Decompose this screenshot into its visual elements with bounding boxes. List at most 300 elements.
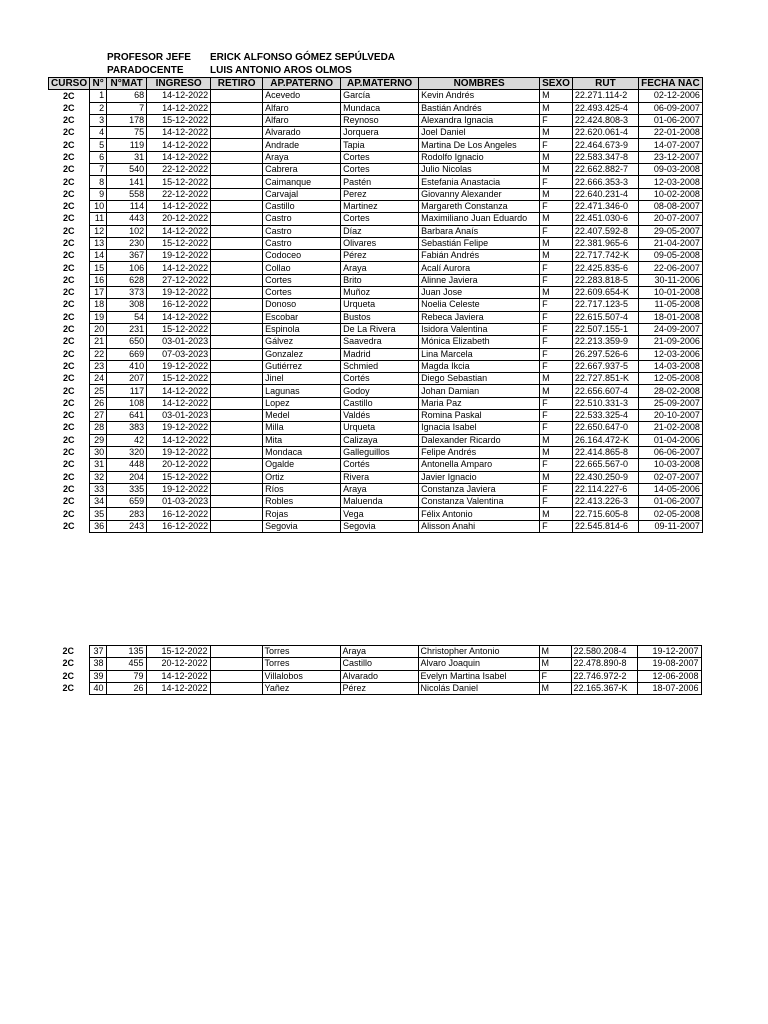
cell-ap-materno[interactable]: Madrid xyxy=(341,348,419,360)
cell-ingreso[interactable]: 19-12-2022 xyxy=(147,250,211,262)
cell-fecha-nac[interactable]: 11-05-2008 xyxy=(638,299,702,311)
cell-nmat[interactable]: 114 xyxy=(107,200,147,212)
cell-sexo[interactable]: M xyxy=(540,471,573,483)
cell-numero[interactable]: 7 xyxy=(90,164,107,176)
cell-retiro[interactable] xyxy=(211,176,263,188)
cell-curso[interactable]: 2C xyxy=(63,496,75,507)
cell-rut[interactable]: 22.471.346-0 xyxy=(572,200,638,212)
cell-fecha-nac[interactable]: 10-01-2008 xyxy=(638,287,702,299)
cell-rut[interactable]: 22.407.592-8 xyxy=(572,225,638,237)
cell-sexo[interactable]: F xyxy=(540,348,573,360)
col-header-rut[interactable]: RUT xyxy=(572,78,638,90)
cell-ap-materno[interactable]: Díaz xyxy=(341,225,419,237)
cell-ap-materno[interactable]: Mundaca xyxy=(341,102,419,114)
cell-sexo[interactable]: M xyxy=(540,151,573,163)
cell-rut[interactable]: 22.430.250-9 xyxy=(572,471,638,483)
cell-nmat[interactable]: 204 xyxy=(107,471,147,483)
col-header-numero[interactable]: N° xyxy=(90,78,107,90)
cell-nmat[interactable]: 373 xyxy=(107,287,147,299)
cell-retiro[interactable] xyxy=(211,102,263,114)
col-header-curso[interactable]: CURSO xyxy=(49,78,90,90)
cell-nmat[interactable]: 102 xyxy=(107,225,147,237)
cell-ap-paterno[interactable]: Gonzalez xyxy=(263,348,341,360)
cell-nombres[interactable]: Estefania Anastacia xyxy=(419,176,540,188)
cell-rut[interactable]: 22.413.226-3 xyxy=(572,496,638,508)
cell-ap-paterno[interactable]: Andrade xyxy=(263,139,341,151)
cell-sexo[interactable]: M xyxy=(540,102,573,114)
cell-ingreso[interactable]: 03-01-2023 xyxy=(147,336,211,348)
cell-retiro[interactable] xyxy=(211,188,263,200)
cell-ap-materno[interactable]: Perez xyxy=(341,188,419,200)
cell-ap-paterno[interactable]: Milla xyxy=(263,422,341,434)
cell-retiro[interactable] xyxy=(211,459,263,471)
cell-fecha-nac[interactable]: 18-01-2008 xyxy=(638,311,702,323)
cell-fecha-nac[interactable]: 01-06-2007 xyxy=(638,114,702,126)
cell-nombres[interactable]: Christopher Antonio xyxy=(418,646,539,658)
cell-sexo[interactable]: F xyxy=(540,311,573,323)
cell-retiro[interactable] xyxy=(211,274,263,286)
cell-rut[interactable]: 22.609.654-K xyxy=(572,287,638,299)
col-header-ap-materno[interactable]: AP.MATERNO xyxy=(341,78,419,90)
cell-nombres[interactable]: Magda Ikcia xyxy=(419,360,540,372)
cell-nmat[interactable]: 410 xyxy=(107,360,147,372)
cell-curso[interactable]: 2C xyxy=(63,459,75,470)
cell-ap-paterno[interactable]: Araya xyxy=(263,151,341,163)
cell-ap-paterno[interactable]: Castro xyxy=(263,213,341,225)
cell-nombres[interactable]: Julio Nicolas xyxy=(419,164,540,176)
cell-ap-paterno[interactable]: Collao xyxy=(263,262,341,274)
cell-retiro[interactable] xyxy=(211,336,263,348)
cell-nmat[interactable]: 650 xyxy=(107,336,147,348)
cell-fecha-nac[interactable]: 06-06-2007 xyxy=(638,446,702,458)
cell-nmat[interactable]: 119 xyxy=(107,139,147,151)
cell-numero[interactable]: 24 xyxy=(90,373,107,385)
cell-rut[interactable]: 22.665.567-0 xyxy=(572,459,638,471)
cell-rut[interactable]: 22.715.605-8 xyxy=(572,508,638,520)
cell-ingreso[interactable]: 20-12-2022 xyxy=(146,658,210,670)
cell-retiro[interactable] xyxy=(211,287,263,299)
cell-nombres[interactable]: Diego Sebastian xyxy=(419,373,540,385)
cell-ap-paterno[interactable]: Alfaro xyxy=(263,114,341,126)
cell-curso[interactable]: 2C xyxy=(62,670,74,681)
cell-fecha-nac[interactable]: 10-02-2008 xyxy=(638,188,702,200)
cell-nmat[interactable]: 448 xyxy=(107,459,147,471)
cell-nmat[interactable]: 455 xyxy=(106,658,146,670)
cell-ingreso[interactable]: 14-12-2022 xyxy=(147,385,211,397)
cell-rut[interactable]: 26.164.472-K xyxy=(572,434,638,446)
cell-retiro[interactable] xyxy=(210,658,262,670)
col-header-retiro[interactable]: RETIRO xyxy=(211,78,263,90)
cell-nombres[interactable]: Maria Paz xyxy=(419,397,540,409)
cell-rut[interactable]: 22.666.353-3 xyxy=(572,176,638,188)
cell-ap-materno[interactable]: Cortés xyxy=(341,373,419,385)
cell-ap-paterno[interactable]: Alvarado xyxy=(263,127,341,139)
cell-nombres[interactable]: Rebeca Javiera xyxy=(419,311,540,323)
cell-fecha-nac[interactable]: 19-08-2007 xyxy=(637,658,701,670)
cell-nmat[interactable]: 659 xyxy=(107,496,147,508)
cell-retiro[interactable] xyxy=(211,151,263,163)
cell-ap-paterno[interactable]: Donoso xyxy=(263,299,341,311)
cell-rut[interactable]: 22.414.865-8 xyxy=(572,446,638,458)
cell-ap-paterno[interactable]: Castro xyxy=(263,237,341,249)
cell-numero[interactable]: 32 xyxy=(90,471,107,483)
cell-sexo[interactable]: M xyxy=(540,188,573,200)
cell-numero[interactable]: 33 xyxy=(90,483,107,495)
cell-ap-materno[interactable]: Schmied xyxy=(341,360,419,372)
cell-rut[interactable]: 22.424.808-3 xyxy=(572,114,638,126)
cell-nmat[interactable]: 31 xyxy=(107,151,147,163)
cell-numero[interactable]: 26 xyxy=(90,397,107,409)
cell-rut[interactable]: 22.650.647-0 xyxy=(572,422,638,434)
cell-numero[interactable]: 3 xyxy=(90,114,107,126)
cell-ingreso[interactable]: 14-12-2022 xyxy=(147,90,211,102)
cell-numero[interactable]: 13 xyxy=(90,237,107,249)
cell-ingreso[interactable]: 16-12-2022 xyxy=(147,299,211,311)
cell-numero[interactable]: 36 xyxy=(90,520,107,532)
cell-ingreso[interactable]: 16-12-2022 xyxy=(147,508,211,520)
cell-nombres[interactable]: Giovanny Alexander xyxy=(419,188,540,200)
cell-ap-materno[interactable]: Araya xyxy=(341,483,419,495)
cell-sexo[interactable]: F xyxy=(540,520,573,532)
cell-rut[interactable]: 22.615.507-4 xyxy=(572,311,638,323)
cell-curso[interactable]: 2C xyxy=(63,508,75,519)
cell-sexo[interactable]: F xyxy=(540,323,573,335)
cell-numero[interactable]: 5 xyxy=(90,139,107,151)
cell-fecha-nac[interactable]: 21-09-2006 xyxy=(638,336,702,348)
cell-curso[interactable]: 2C xyxy=(63,373,75,384)
cell-ap-materno[interactable]: Pastén xyxy=(341,176,419,188)
cell-rut[interactable]: 22.545.814-6 xyxy=(572,520,638,532)
cell-nmat[interactable]: 230 xyxy=(107,237,147,249)
cell-nmat[interactable]: 367 xyxy=(107,250,147,262)
cell-nmat[interactable]: 641 xyxy=(107,410,147,422)
cell-retiro[interactable] xyxy=(211,385,263,397)
cell-ingreso[interactable]: 14-12-2022 xyxy=(146,670,210,682)
cell-sexo[interactable]: F xyxy=(540,459,573,471)
cell-rut[interactable]: 22.510.331-3 xyxy=(572,397,638,409)
cell-rut[interactable]: 22.656.607-4 xyxy=(572,385,638,397)
cell-curso[interactable]: 2C xyxy=(63,483,75,494)
cell-numero[interactable]: 27 xyxy=(90,410,107,422)
cell-curso[interactable]: 2C xyxy=(63,250,75,261)
cell-retiro[interactable] xyxy=(211,520,263,532)
cell-curso[interactable]: 2C xyxy=(63,213,75,224)
cell-numero[interactable]: 8 xyxy=(90,176,107,188)
col-header-ap-paterno[interactable]: AP.PATERNO xyxy=(263,78,341,90)
cell-curso[interactable]: 2C xyxy=(63,115,75,126)
cell-numero[interactable]: 1 xyxy=(90,90,107,102)
cell-curso[interactable]: 2C xyxy=(63,324,75,335)
cell-ap-paterno[interactable]: Mita xyxy=(263,434,341,446)
cell-fecha-nac[interactable]: 20-10-2007 xyxy=(638,410,702,422)
cell-curso[interactable]: 2C xyxy=(63,360,75,371)
cell-nmat[interactable]: 558 xyxy=(107,188,147,200)
cell-curso[interactable]: 2C xyxy=(63,201,75,212)
cell-fecha-nac[interactable]: 01-06-2007 xyxy=(638,496,702,508)
cell-ingreso[interactable]: 19-12-2022 xyxy=(147,287,211,299)
cell-ap-paterno[interactable]: Escobar xyxy=(263,311,341,323)
cell-retiro[interactable] xyxy=(211,127,263,139)
cell-rut[interactable]: 22.114.227-6 xyxy=(572,483,638,495)
cell-ap-paterno[interactable]: Acevedo xyxy=(263,90,341,102)
cell-sexo[interactable]: M xyxy=(540,434,573,446)
cell-numero[interactable]: 39 xyxy=(89,670,106,682)
cell-rut[interactable]: 22.464.673-9 xyxy=(572,139,638,151)
cell-ap-materno[interactable]: Valdés xyxy=(341,410,419,422)
cell-rut[interactable]: 22.580.208-4 xyxy=(571,646,637,658)
cell-rut[interactable]: 22.667.937-5 xyxy=(572,360,638,372)
cell-numero[interactable]: 34 xyxy=(90,496,107,508)
cell-numero[interactable]: 2 xyxy=(90,102,107,114)
cell-ap-paterno[interactable]: Cortes xyxy=(263,287,341,299)
cell-ap-paterno[interactable]: Cabrera xyxy=(263,164,341,176)
cell-sexo[interactable]: F xyxy=(540,139,573,151)
cell-ingreso[interactable]: 19-12-2022 xyxy=(147,422,211,434)
cell-nombres[interactable]: Alisson Anahi xyxy=(419,520,540,532)
cell-ap-paterno[interactable]: Rojas xyxy=(263,508,341,520)
cell-curso[interactable]: 2C xyxy=(63,90,75,101)
cell-nmat[interactable]: 79 xyxy=(106,670,146,682)
cell-fecha-nac[interactable]: 09-05-2008 xyxy=(638,250,702,262)
cell-ap-materno[interactable]: Cortés xyxy=(341,459,419,471)
cell-ap-materno[interactable]: Rivera xyxy=(341,471,419,483)
cell-retiro[interactable] xyxy=(211,434,263,446)
cell-sexo[interactable]: F xyxy=(540,299,573,311)
cell-fecha-nac[interactable]: 25-09-2007 xyxy=(638,397,702,409)
cell-fecha-nac[interactable]: 14-07-2007 xyxy=(638,139,702,151)
cell-fecha-nac[interactable]: 21-02-2008 xyxy=(638,422,702,434)
cell-fecha-nac[interactable]: 01-04-2006 xyxy=(638,434,702,446)
cell-ap-paterno[interactable]: Ogalde xyxy=(263,459,341,471)
cell-fecha-nac[interactable]: 22-06-2007 xyxy=(638,262,702,274)
cell-sexo[interactable]: M xyxy=(539,658,571,670)
cell-ingreso[interactable]: 14-12-2022 xyxy=(147,151,211,163)
cell-numero[interactable]: 11 xyxy=(90,213,107,225)
cell-nombres[interactable]: Romina Paskal xyxy=(419,410,540,422)
cell-sexo[interactable]: F xyxy=(540,225,573,237)
cell-curso[interactable]: 2C xyxy=(63,520,75,531)
cell-ap-paterno[interactable]: Gálvez xyxy=(263,336,341,348)
cell-ingreso[interactable]: 15-12-2022 xyxy=(147,114,211,126)
cell-rut[interactable]: 22.746.972-2 xyxy=(571,670,637,682)
cell-nmat[interactable]: 540 xyxy=(107,164,147,176)
cell-nombres[interactable]: Mónica Elizabeth xyxy=(419,336,540,348)
cell-sexo[interactable]: M xyxy=(540,508,573,520)
cell-ap-materno[interactable]: Cortes xyxy=(341,164,419,176)
cell-curso[interactable]: 2C xyxy=(63,127,75,138)
cell-nombres[interactable]: Maximiliano Juan Eduardo xyxy=(419,213,540,225)
cell-ap-materno[interactable]: Vega xyxy=(341,508,419,520)
cell-fecha-nac[interactable]: 18-07-2006 xyxy=(637,682,701,694)
cell-nombres[interactable]: Acalí Aurora xyxy=(419,262,540,274)
cell-ingreso[interactable]: 07-03-2023 xyxy=(147,348,211,360)
cell-sexo[interactable]: M xyxy=(539,646,571,658)
cell-retiro[interactable] xyxy=(210,682,262,694)
cell-curso[interactable]: 2C xyxy=(62,646,74,657)
cell-ingreso[interactable]: 15-12-2022 xyxy=(147,323,211,335)
col-header-nombres[interactable]: NOMBRES xyxy=(419,78,540,90)
cell-ingreso[interactable]: 14-12-2022 xyxy=(147,397,211,409)
cell-numero[interactable]: 15 xyxy=(90,262,107,274)
cell-numero[interactable]: 37 xyxy=(89,646,106,658)
cell-numero[interactable]: 18 xyxy=(90,299,107,311)
cell-retiro[interactable] xyxy=(211,508,263,520)
cell-ingreso[interactable]: 15-12-2022 xyxy=(147,176,211,188)
cell-ap-paterno[interactable]: Torres xyxy=(262,658,340,670)
cell-ingreso[interactable]: 19-12-2022 xyxy=(147,360,211,372)
cell-curso[interactable]: 2C xyxy=(63,348,75,359)
cell-nmat[interactable]: 669 xyxy=(107,348,147,360)
cell-fecha-nac[interactable]: 12-05-2008 xyxy=(638,373,702,385)
cell-ap-paterno[interactable]: Yañez xyxy=(262,682,340,694)
cell-rut[interactable]: 22.283.818-5 xyxy=(572,274,638,286)
cell-numero[interactable]: 29 xyxy=(90,434,107,446)
cell-ingreso[interactable]: 19-12-2022 xyxy=(147,446,211,458)
cell-sexo[interactable]: F xyxy=(540,336,573,348)
cell-numero[interactable]: 9 xyxy=(90,188,107,200)
cell-nombres[interactable]: Juan Jose xyxy=(419,287,540,299)
cell-fecha-nac[interactable]: 28-02-2008 xyxy=(638,385,702,397)
cell-retiro[interactable] xyxy=(211,237,263,249)
cell-ap-materno[interactable]: Castillo xyxy=(340,658,418,670)
cell-ap-materno[interactable]: Cortes xyxy=(341,151,419,163)
cell-sexo[interactable]: F xyxy=(540,397,573,409)
cell-fecha-nac[interactable]: 02-12-2006 xyxy=(638,90,702,102)
cell-curso[interactable]: 2C xyxy=(63,225,75,236)
cell-nmat[interactable]: 207 xyxy=(107,373,147,385)
cell-retiro[interactable] xyxy=(211,250,263,262)
cell-numero[interactable]: 28 xyxy=(90,422,107,434)
cell-numero[interactable]: 16 xyxy=(90,274,107,286)
cell-ingreso[interactable]: 14-12-2022 xyxy=(147,434,211,446)
cell-sexo[interactable]: M xyxy=(540,90,573,102)
cell-retiro[interactable] xyxy=(211,373,263,385)
cell-rut[interactable]: 22.620.061-4 xyxy=(572,127,638,139)
cell-nombres[interactable]: Alinne Javiera xyxy=(419,274,540,286)
cell-curso[interactable]: 2C xyxy=(62,683,74,694)
cell-curso[interactable]: 2C xyxy=(63,299,75,310)
cell-retiro[interactable] xyxy=(211,311,263,323)
cell-ap-paterno[interactable]: Robles xyxy=(263,496,341,508)
cell-sexo[interactable]: F xyxy=(540,496,573,508)
cell-nmat[interactable]: 283 xyxy=(107,508,147,520)
col-header-nmat[interactable]: N°MAT xyxy=(107,78,147,90)
cell-nombres[interactable]: Javier Ignacio xyxy=(419,471,540,483)
cell-retiro[interactable] xyxy=(211,471,263,483)
cell-sexo[interactable]: M xyxy=(540,250,573,262)
cell-fecha-nac[interactable]: 21-04-2007 xyxy=(638,237,702,249)
cell-ap-materno[interactable]: Urqueta xyxy=(341,422,419,434)
cell-retiro[interactable] xyxy=(211,299,263,311)
cell-sexo[interactable]: M xyxy=(540,164,573,176)
col-header-sexo[interactable]: SEXO xyxy=(540,78,573,90)
cell-nmat[interactable]: 106 xyxy=(107,262,147,274)
cell-fecha-nac[interactable]: 23-12-2007 xyxy=(638,151,702,163)
cell-nmat[interactable]: 443 xyxy=(107,213,147,225)
cell-fecha-nac[interactable]: 20-07-2007 xyxy=(638,213,702,225)
cell-curso[interactable]: 2C xyxy=(63,410,75,421)
cell-ingreso[interactable]: 03-01-2023 xyxy=(147,410,211,422)
cell-ap-materno[interactable]: Maluenda xyxy=(341,496,419,508)
cell-nmat[interactable]: 75 xyxy=(107,127,147,139)
cell-retiro[interactable] xyxy=(211,397,263,409)
cell-sexo[interactable]: F xyxy=(540,114,573,126)
cell-ap-materno[interactable]: Calizaya xyxy=(341,434,419,446)
cell-ingreso[interactable]: 14-12-2022 xyxy=(147,139,211,151)
cell-ingreso[interactable]: 14-12-2022 xyxy=(147,200,211,212)
cell-curso[interactable]: 2C xyxy=(63,102,75,113)
cell-ap-paterno[interactable]: Caimanque xyxy=(263,176,341,188)
cell-nombres[interactable]: Constanza Valentina xyxy=(419,496,540,508)
cell-nmat[interactable]: 308 xyxy=(107,299,147,311)
cell-nombres[interactable]: Noelia Celeste xyxy=(419,299,540,311)
cell-curso[interactable]: 2C xyxy=(63,188,75,199)
cell-ingreso[interactable]: 14-12-2022 xyxy=(147,311,211,323)
cell-numero[interactable]: 23 xyxy=(90,360,107,372)
cell-nmat[interactable]: 54 xyxy=(107,311,147,323)
cell-retiro[interactable] xyxy=(211,225,263,237)
cell-ingreso[interactable]: 01-03-2023 xyxy=(147,496,211,508)
cell-ap-materno[interactable]: Tapia xyxy=(341,139,419,151)
cell-sexo[interactable]: F xyxy=(540,274,573,286)
cell-sexo[interactable]: F xyxy=(540,360,573,372)
cell-ap-materno[interactable]: Pérez xyxy=(341,250,419,262)
cell-retiro[interactable] xyxy=(211,410,263,422)
cell-numero[interactable]: 10 xyxy=(90,200,107,212)
cell-ap-materno[interactable]: Araya xyxy=(340,646,418,658)
cell-ap-paterno[interactable]: Ortiz xyxy=(263,471,341,483)
cell-nombres[interactable]: Félix Antonio xyxy=(419,508,540,520)
cell-nombres[interactable]: Sebastián Felipe xyxy=(419,237,540,249)
cell-rut[interactable]: 22.271.114-2 xyxy=(572,90,638,102)
cell-curso[interactable]: 2C xyxy=(63,151,75,162)
cell-sexo[interactable]: F xyxy=(540,410,573,422)
cell-numero[interactable]: 25 xyxy=(90,385,107,397)
cell-retiro[interactable] xyxy=(210,646,262,658)
cell-ap-paterno[interactable]: Lopez xyxy=(263,397,341,409)
cell-nmat[interactable]: 628 xyxy=(107,274,147,286)
cell-ingreso[interactable]: 15-12-2022 xyxy=(147,237,211,249)
cell-ap-materno[interactable]: Araya xyxy=(341,262,419,274)
cell-numero[interactable]: 35 xyxy=(90,508,107,520)
cell-curso[interactable]: 2C xyxy=(63,262,75,273)
cell-curso[interactable]: 2C xyxy=(63,471,75,482)
cell-retiro[interactable] xyxy=(211,213,263,225)
cell-curso[interactable]: 2C xyxy=(63,287,75,298)
cell-ap-paterno[interactable]: Segovia xyxy=(263,520,341,532)
cell-ap-materno[interactable]: Muñoz xyxy=(341,287,419,299)
cell-ap-paterno[interactable]: Lagunas xyxy=(263,385,341,397)
cell-sexo[interactable]: F xyxy=(540,262,573,274)
cell-ap-paterno[interactable]: Villalobos xyxy=(262,670,340,682)
cell-fecha-nac[interactable]: 02-07-2007 xyxy=(638,471,702,483)
cell-nmat[interactable]: 320 xyxy=(107,446,147,458)
cell-ap-materno[interactable]: Saavedra xyxy=(341,336,419,348)
cell-retiro[interactable] xyxy=(211,348,263,360)
cell-rut[interactable]: 22.583.347-8 xyxy=(572,151,638,163)
cell-retiro[interactable] xyxy=(211,200,263,212)
cell-ap-paterno[interactable]: Mondaca xyxy=(263,446,341,458)
cell-curso[interactable]: 2C xyxy=(63,434,75,445)
cell-ap-materno[interactable]: Pérez xyxy=(340,682,418,694)
cell-retiro[interactable] xyxy=(211,496,263,508)
cell-ingreso[interactable]: 19-12-2022 xyxy=(147,483,211,495)
cell-numero[interactable]: 38 xyxy=(89,658,106,670)
col-header-fecha-nac[interactable]: FECHA NAC xyxy=(638,78,702,90)
cell-fecha-nac[interactable]: 12-03-2008 xyxy=(638,176,702,188)
cell-ingreso[interactable]: 15-12-2022 xyxy=(147,471,211,483)
cell-curso[interactable]: 2C xyxy=(62,658,74,669)
